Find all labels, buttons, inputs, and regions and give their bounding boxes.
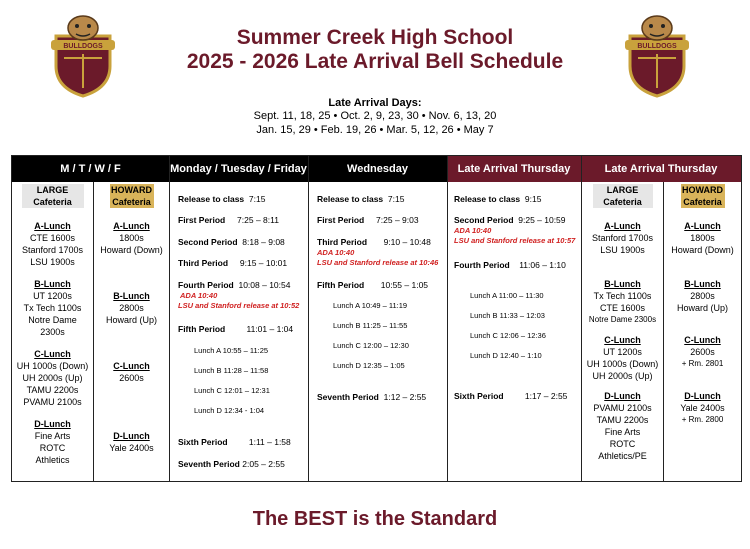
lunch-label: B-Lunch [113, 291, 150, 301]
list-item: LSU 1900s [30, 257, 75, 267]
list-item: + Rm. 2800 [681, 415, 724, 424]
lunch-label: A-Lunch [604, 221, 641, 231]
lunch-label: D-Lunch [604, 391, 641, 401]
thu-large-column [582, 182, 663, 462]
list-item: 2600s [690, 347, 715, 357]
list-item: PVAMU 2100s [593, 403, 652, 413]
list-item: 1800s [690, 233, 715, 243]
list-item: Tx Tech 1100s [593, 291, 652, 301]
mtwf-large-column [12, 182, 93, 466]
list-item: Stanford 1700s [21, 245, 84, 255]
lunch-label: D-Lunch [34, 419, 71, 429]
list-item: Athletics/PE [598, 451, 647, 461]
list-item: PVAMU 2100s [23, 397, 82, 407]
list-item: Notre Dame [28, 315, 77, 325]
mtwf-howard-column [94, 182, 169, 454]
list-item: Tx Tech 1100s [23, 303, 82, 313]
list-item: CTE 1600s [29, 233, 76, 243]
lunch-label: A-Lunch [34, 221, 71, 231]
list-item: TAMU 2200s [596, 415, 649, 425]
lunch-label: D-Lunch [684, 391, 721, 401]
list-item: 2800s [690, 291, 715, 301]
late-days-line2: Jan. 15, 29 • Feb. 19, 26 • Mar. 5, 12, 26 • May 7 [256, 124, 494, 136]
list-item: Fine Arts [34, 431, 71, 441]
list-item: Stanford 1700s [591, 233, 654, 243]
list-item: Howard (Up) [105, 315, 157, 325]
list-item: CTE 1600s [599, 303, 646, 313]
list-item: ROTC [609, 439, 636, 449]
lunch-label: C-Lunch [113, 361, 150, 371]
lunch-label: C-Lunch [34, 349, 71, 359]
svg-text:BULLDOGS: BULLDOGS [63, 43, 103, 50]
list-item: Howard (Down) [100, 245, 163, 255]
header-thu-lunch: Late Arrival Thursday [581, 156, 741, 182]
lunch-label: B-Lunch [604, 279, 641, 289]
lunch-label: B-Lunch [684, 279, 721, 289]
list-item: Notre Dame 2300s [588, 315, 657, 324]
footer-slogan: The BEST is the Standard [252, 508, 498, 530]
svg-text:BULLDOGS: BULLDOGS [637, 43, 677, 50]
list-item: UT 1200s [603, 347, 642, 357]
list-item: Yale 2400s [680, 403, 725, 413]
header-mtwf: M / T / W / F [12, 156, 169, 182]
list-item: ROTC [39, 443, 66, 453]
list-item: UH 1000s (Down) [586, 359, 659, 369]
list-item: Yale 2400s [109, 443, 154, 453]
late-days-line1: Sept. 11, 18, 25 • Oct. 2, 9, 23, 30 • Nov. 6, 13, 20 [253, 110, 497, 122]
header-wed: Wednesday [308, 156, 447, 182]
thu-column: Release to class 9:15 Second Period 9:25 – 10:59 ADA 10:40 LSU and Stanford release at 10:57 Fourth Period 11:06 – 1:10 Lunch A 11:00 – 11:30 Lunch B 11:33 – 12:03 Lunch C 12:06 – 12:36 Lunch D 12:40 – 1:10 Sixth Period 1:17 – 2:55 [454, 194, 576, 401]
header-mtf: Monday / Tuesday / Friday [169, 156, 308, 182]
list-item: Athletics [35, 455, 70, 465]
wed-column: Release to class 7:15 First Period 7:25 – 9:03 Third Period 9:10 – 10:48 ADA 10:40 LSU and Stanford release at 10:46 Fifth Period 10:55 – 1:05 Lunch A 10:49 – 11:19 Lunch B 11:25 – 11:55 Lunch C 12:00 – 12:30 Lunch D 12:35 – 1:05 Seventh Period 1:12 – 2:55 [317, 194, 439, 402]
list-item: 2600s [119, 373, 144, 383]
list-item: 2800s [119, 303, 144, 313]
list-item: UT 1200s [33, 291, 72, 301]
lunch-label: C-Lunch [604, 335, 641, 345]
late-days-heading: Late Arrival Days: [328, 97, 422, 109]
bell-schedule-table [11, 155, 742, 482]
list-item: Fine Arts [604, 427, 641, 437]
header-thu: Late Arrival Thursday [447, 156, 581, 182]
lunch-label: A-Lunch [684, 221, 721, 231]
list-item: 2300s [40, 327, 65, 337]
list-item: UH 1000s (Down) [16, 361, 89, 371]
mtf-column: Release to class 7:15 First Period 7:25 – 8:11 Second Period 8:18 – 9:08 Third Period 9:15 – 10:01 Fourth Period 10:08 – 10:54 ADA 10:40 LSU and Stanford release at 10:52 Fifth Period 11:01 – 1:04 Lunch A 10:55 – 11:25 Lunch B 11:28 – 11:58 Lunch C 12:01 – 12:31 Lunch D 12:34 - 1:04 Sixth Period 1:11 – 1:58 Seventh Period 2:05 – 2:55 [178, 194, 300, 469]
howard-cafeteria-label: HOWARD Cafeteria [111, 185, 152, 207]
list-item: TAMU 2200s [26, 385, 79, 395]
list-item: Howard (Down) [671, 245, 734, 255]
lunch-label: A-Lunch [113, 221, 150, 231]
howard-cafeteria-label: HOWARD Cafeteria [682, 185, 723, 207]
schedule-title: 2025 - 2026 Late Arrival Bell Schedule [186, 50, 564, 73]
lunch-label: C-Lunch [684, 335, 721, 345]
large-cafeteria-label: LARGE Cafeteria [593, 184, 653, 208]
school-title: Summer Creek High School [236, 26, 514, 49]
large-cafeteria-label: LARGE Cafeteria [22, 184, 84, 208]
list-item: + Rm. 2801 [681, 359, 724, 368]
list-item: 1800s [119, 233, 144, 243]
list-item: UH 2000s (Up) [22, 373, 83, 383]
thu-howard-column [664, 182, 741, 426]
list-item: UH 2000s (Up) [592, 371, 653, 381]
lunch-label: B-Lunch [34, 279, 71, 289]
list-item: Howard (Up) [676, 303, 728, 313]
list-item: LSU 1900s [600, 245, 645, 255]
lunch-label: D-Lunch [113, 431, 150, 441]
